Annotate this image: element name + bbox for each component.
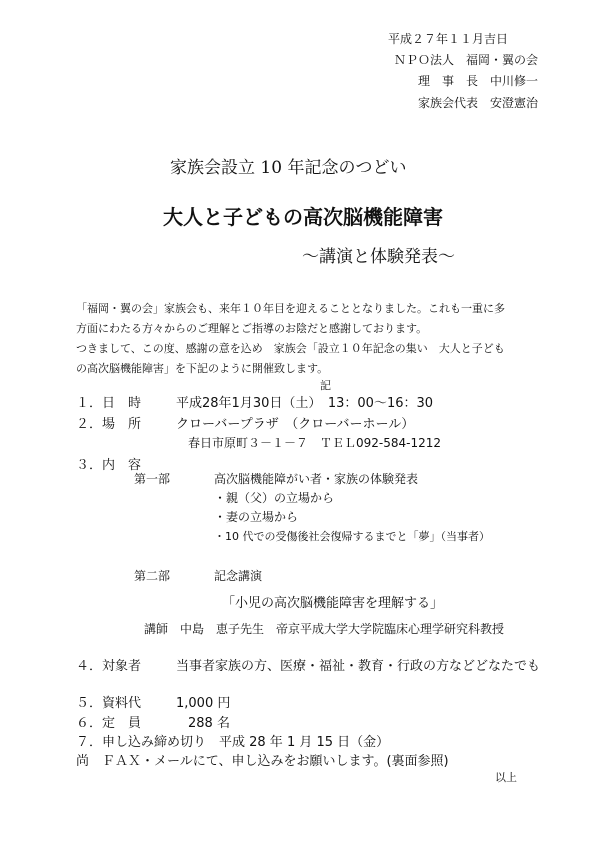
lecturer-info: 講師 中島 恵子先生 帝京平成大学大学院臨床心理学研究科教授 — [144, 622, 505, 636]
part1-label: 第一部 — [134, 472, 171, 486]
date-label: １．日 時 — [76, 396, 142, 411]
part1-point: ・親（父）の立場から — [214, 491, 335, 505]
ki-heading: 記 — [320, 379, 331, 392]
part2-title: 記念講演 — [214, 569, 263, 583]
audience-value: 当事者家族の方、医療・福祉・教育・行政の方などどなたでも — [176, 659, 541, 674]
intro-line: 方面にわたる方々からのご理解とご指導のお陰だと感謝しております。 — [76, 322, 428, 335]
capacity-label: ６．定 員 — [76, 716, 142, 731]
part1-title: 高次脳機能障がい者・家族の体験発表 — [214, 472, 419, 486]
organization-name: ＮＰＯ法人 福岡・翼の会 — [393, 53, 538, 67]
date-value: 平成28年1月30日（土） 13：00～16：30 — [176, 396, 434, 411]
deadline: ７．申し込み締め切り 平成 28 年 1 月 15 日（金） — [76, 735, 390, 750]
submission-note: 尚 ＦＡＸ・メールにて、申し込みをお願いします。(裏面参照) — [76, 754, 449, 769]
fee-label: ５．資料代 — [76, 696, 142, 711]
part1-point: ・10 代での受傷後社会復帰するまでと「夢」（当事者） — [214, 530, 490, 543]
intro-line: の高次脳機能障害」を下記のように開催致します。 — [76, 362, 329, 375]
event-title: 大人と子どもの高次脳機能障害 — [163, 205, 443, 229]
intro-line: 「福岡・翼の会」家族会も、来年１０年目を迎えることとなりました。これも一重に多 — [76, 302, 505, 315]
part1-point: ・妻の立場から — [214, 510, 299, 524]
issue-date: 平成２７年１１月吉日 — [387, 32, 508, 46]
fee-value: 1,000 円 — [176, 696, 231, 711]
lecture-title: 「小児の高次脳機能障害を理解する」 — [222, 596, 444, 611]
place-address: 春日市原町３－１－７ ＴＥＬ092-584-1212 — [188, 436, 442, 450]
capacity-value: 288 名 — [188, 716, 230, 731]
family-representative: 家族会代表 安澄憲治 — [417, 96, 538, 110]
audience-label: ４．対象者 — [76, 659, 142, 674]
content-label: ３．内 容 — [76, 458, 142, 473]
event-tagline: ～講演と体験発表～ — [302, 247, 455, 267]
closing-mark: 以上 — [495, 771, 517, 784]
intro-line: つきまして、この度、感謝の意を込め 家族会「設立１０年記念の集い 大人と子ども — [76, 342, 505, 355]
place-label: ２．場 所 — [76, 417, 142, 432]
place-value: クローバープラザ （クローバーホール） — [176, 417, 415, 432]
event-subtitle: 家族会設立 10 年記念のつどい — [170, 158, 407, 178]
part2-label: 第二部 — [134, 569, 171, 583]
director-name: 理 事 長 中川修一 — [417, 74, 538, 88]
